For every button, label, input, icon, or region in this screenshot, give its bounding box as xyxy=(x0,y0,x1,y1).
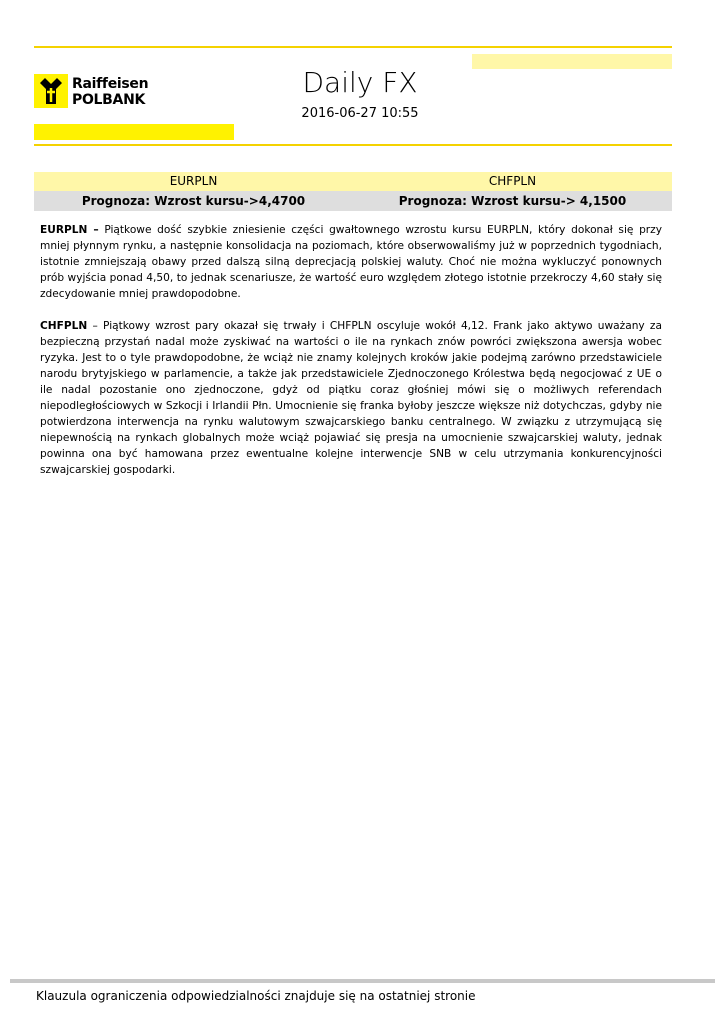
brand-line-1: Raiffeisen xyxy=(72,76,149,92)
forecast-chfpln: Prognoza: Wzrost kursu-> 4,1500 xyxy=(398,194,627,208)
disclaimer-note: Klauzula ograniczenia odpowiedzialności znajduje się na ostatniej stronie xyxy=(36,989,476,1003)
report-timestamp: 2016-06-27 10:55 xyxy=(301,106,419,121)
pair-name-chfpln: CHFPLN xyxy=(488,174,537,188)
paragraph-body: Piątkowe dość szybkie zniesienie części gwałtownego wzrostu kursu EURPLN, który dokonał się przy mniej płynnym rynku, a następnie konsolidacja na poziomach, które obserwowaliśmy już w poprzednich tygodniach, istotnie zmniejszają obawy przed dalszą silną deprecjacją polskiej waluty. Choć nie można wykluczyć ponownych prób wyjścia ponad 4,50, to jednak scenariusze, że wartość euro względem złotego istotnie przekroczy 4,60 stały się zdecydowanie mniej prawdopodobne. xyxy=(40,224,662,300)
commentary xyxy=(40,222,662,494)
footer-rule xyxy=(10,979,715,983)
page-title: Daily FX xyxy=(302,66,418,99)
top-right-band xyxy=(472,54,672,69)
left-yellow-band xyxy=(34,124,234,140)
header-bottom-rule xyxy=(34,144,672,146)
top-rule xyxy=(34,46,672,48)
paragraph-eurpln xyxy=(40,222,662,302)
brand-line-2: POLBANK xyxy=(72,92,146,108)
paragraph-body: – Piątkowy wzrost pary okazał się trwały i CHFPLN oscyluje wokół 4,12. Frank jako aktywo uważany za bezpieczną przystań nadal może zyskiwać na wartości o ile na rynkach znów powróci zwiększona awersja wobec ryzyka. Jest to o tyle prawdopodobne, że wciąż nie znamy kolejnych kroków jakie podejmą zarówno przedstawiciele narodu brytyjskiego w parlamencie, a także jak przedstawiciele Zjednoczonego Królestwa będą negocjować z UE o ile nadal pozostanie ono zjednoczone, gdyż od piątku coraz głośniej mówi się o możliwych referendach niepodległościowych w Szkocji i Irlandii Płn. Umocnienie się franka byłoby jeszcze większe niż dotychczas, gdyby nie potwierdzona interwencja na rynku walutowym szwajcarskiego banku centralnego. W związku z utrzymującą się niepewnością na rynkach globalnych może wciąż pojawiać się presja na umocnienie szwajcarskiej waluty, jednak powinna ona być hamowana przez ewentualne kolejne interwencje SNB w celu utrzymania konkurencyjności szwajcarskiej gospodarki. xyxy=(40,320,662,476)
pair-name-eurpln: EURPLN xyxy=(169,174,218,188)
raiffeisen-gable-cross-icon xyxy=(34,74,68,108)
brand-logo xyxy=(34,74,164,110)
paragraph-lead: EURPLN – xyxy=(40,224,99,236)
forecast-row xyxy=(34,191,672,211)
forecast-table xyxy=(34,172,672,211)
pair-header-row xyxy=(34,172,672,191)
forecast-eurpln: Prognoza: Wzrost kursu->4,4700 xyxy=(81,194,306,208)
paragraph-lead: CHFPLN xyxy=(40,320,88,332)
paragraph-chfpln xyxy=(40,318,662,478)
